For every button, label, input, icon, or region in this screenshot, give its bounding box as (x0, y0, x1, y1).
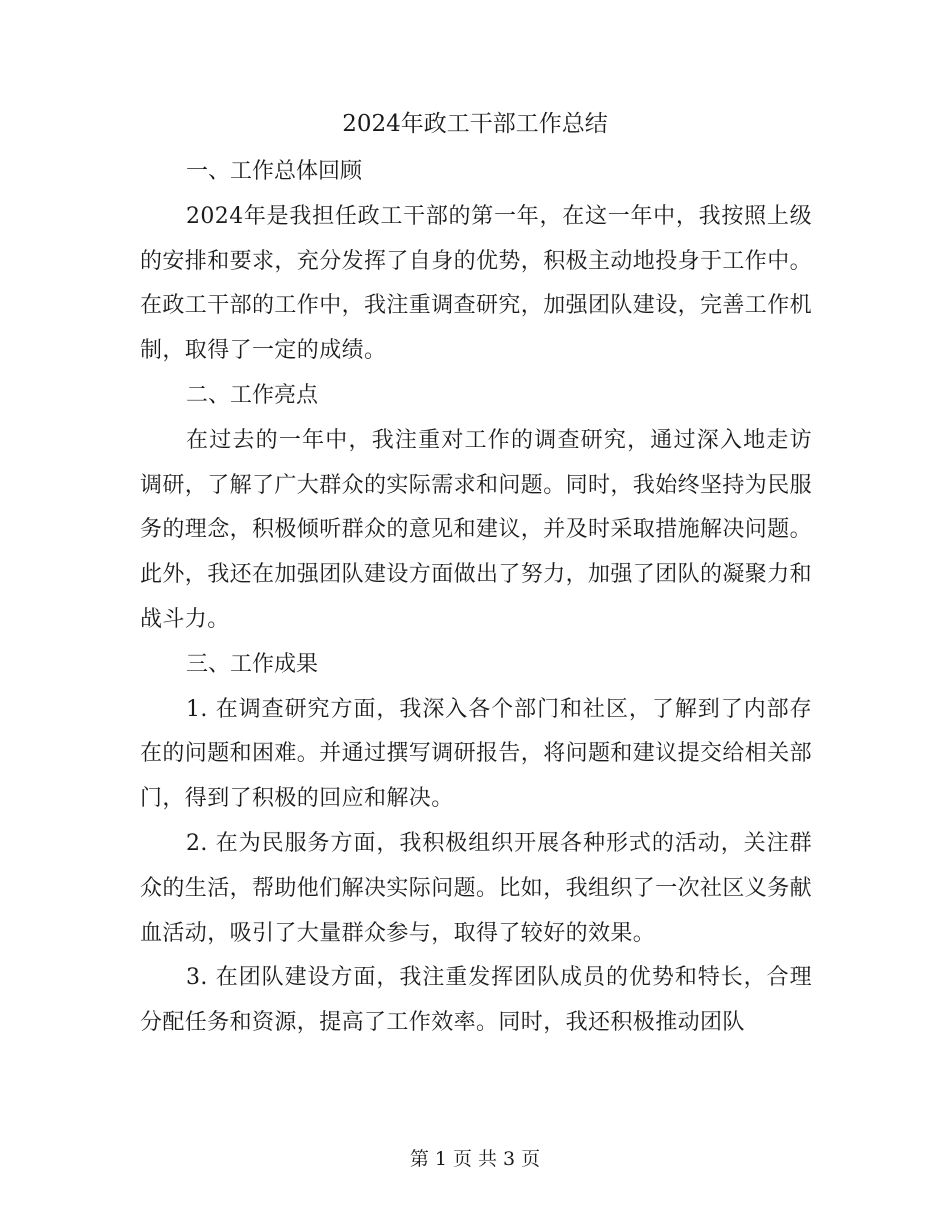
section-heading: 一、工作总体回顾 (186, 159, 363, 184)
paragraph: 2024年是我担任政工干部的第一年，在这一年中，我按照上级的安排和要求，充分发挥了自身的优势，积极主动地投身于工作中。在政工干部的工作中，我注重调查研究，加强团队建设，完善工作机制，取得了一定的成绩。 (140, 203, 813, 364)
section-heading: 二、工作亮点 (186, 382, 319, 408)
document-title: 2024年政工干部工作总结 (342, 111, 608, 137)
paragraph: 2. 在为民服务方面，我积极组织开展各种形式的活动，关注群众的生活，帮助他们解决实际问题。比如，我组织了一次社区义务献血活动，吸引了大量群众参与，取得了较好的效果。 (140, 830, 813, 946)
paragraph: 在过去的一年中，我注重对工作的调查研究，通过深入地走访调研，了解了广大群众的实际需求和问题。同时，我始终坚持为民服务的理念，积极倾听群众的意见和建议，并及时采取措施解决问题。此外，我还在加强团队建设方面做出了努力，加强了团队的凝聚力和战斗力。 (140, 427, 813, 632)
paragraph: 1. 在调查研究方面，我深入各个部门和社区，了解到了内部存在的问题和困难。并通过撰写调研报告，将问题和建议提交给相关部门，得到了积极的回应和解决。 (140, 696, 813, 812)
document-body (140, 150, 812, 1046)
paragraph: 3. 在团队建设方面，我注重发挥团队成员的优势和特长，合理分配任务和资源，提高了工作效率。同时，我还积极推动团队 (140, 965, 812, 1036)
page-number-footer: 第 1 页 共 3 页 (409, 1148, 541, 1170)
section-heading: 三、工作成果 (186, 651, 319, 677)
